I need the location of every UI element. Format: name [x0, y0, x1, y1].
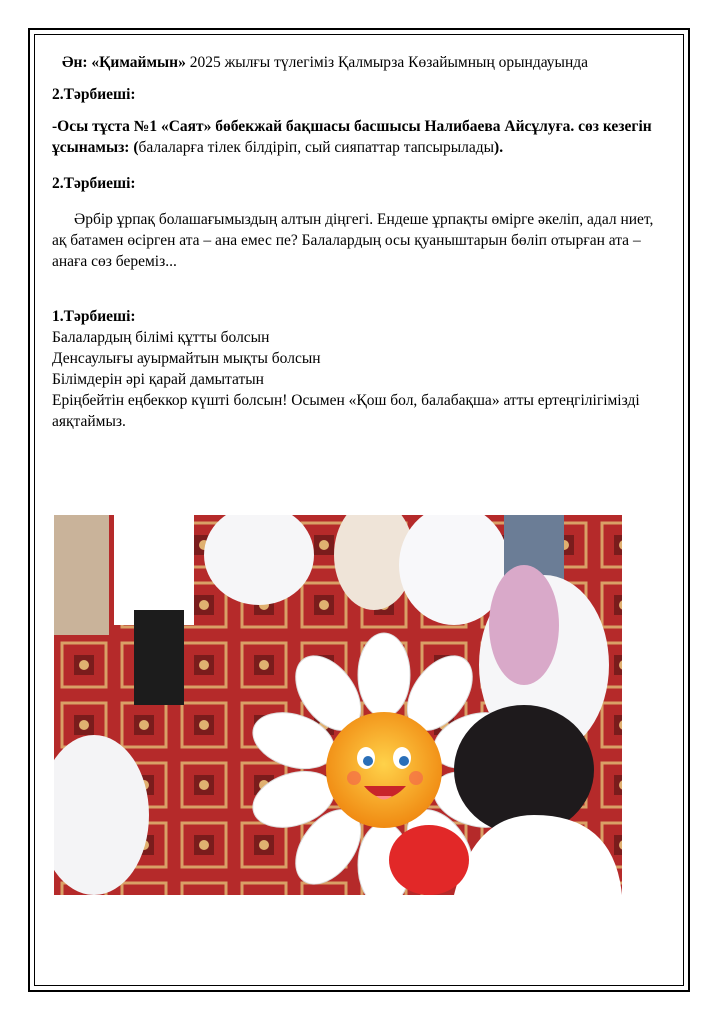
paragraph-parents: Әрбір ұрпақ болашағымыздың алтын діңгегі. Ендеше ұрпақты өмірге әкеліп, адал ниет, ақ батамен өсірген ата – ана емес пе? Балалардың осы қуаныштарын бөліп отырған ата – анаға сөз береміз...	[52, 211, 654, 270]
director-bold-end: ).	[494, 139, 504, 156]
speaker-heading-3: 1.Тәрбиеші:	[52, 308, 136, 325]
wish-line-4: Еріңбейтін еңбеккор күшті болсын! Осымен «Қош бол, балабақша» атты ертеңгілігімізді аяқтаймыз.	[52, 392, 640, 430]
child-white-shirt	[114, 515, 194, 625]
speaker-heading-2: 2.Тәрбиеші:	[52, 175, 136, 192]
song-label: Ән:	[62, 54, 88, 71]
song-rest: 2025 жылғы түлегіміз Қалмырза Көзайымның орындауында	[185, 54, 589, 71]
pink-dress	[489, 565, 559, 685]
song-line	[52, 52, 668, 73]
paragraph-director	[52, 116, 668, 158]
director-bold-text: -Осы тұста №1 «Саят» бөбекжай бақшасы басшысы Налибаева Айсұлуға. сөз кезегін ұсынамыз: (	[52, 118, 652, 156]
wish-line-2: Денсаулығы ауырмайтын мықты болсын	[52, 350, 321, 367]
speaker-heading-1: 2.Тәрбиеші:	[52, 86, 136, 103]
event-photo	[54, 515, 622, 895]
document-body	[52, 52, 668, 432]
girl-hair	[454, 705, 594, 835]
director-normal-text: балаларға тілек білдіріп, сый сияпаттар тапсырылады	[138, 139, 495, 156]
song-title: «Қимаймын»	[91, 54, 186, 71]
wish-line-1: Балалардың білімі құтты болсын	[52, 329, 270, 346]
child-left	[54, 515, 109, 635]
red-prop	[389, 825, 469, 895]
wish-line-3: Білімдерін әрі қарай дамытатын	[52, 371, 264, 388]
photo-illustration	[54, 515, 622, 895]
child-dark-pants	[134, 610, 184, 705]
